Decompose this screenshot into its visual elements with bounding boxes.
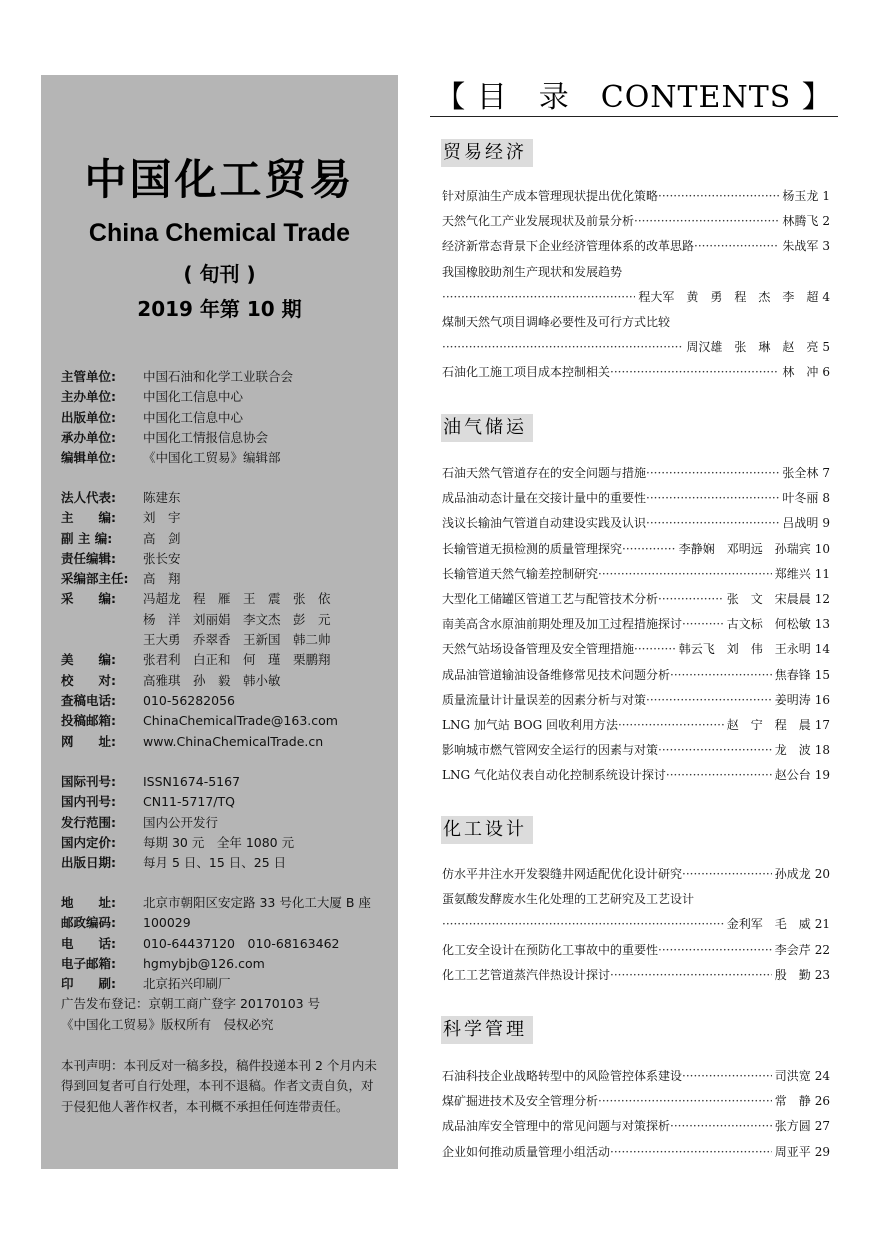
info-label: 国际刊号: [61,774,116,789]
toc-author: 韩云飞 刘 伟 王永明 [678,642,811,657]
info-row [61,853,391,873]
info-label: 采编部主任: [61,571,129,587]
info-value: 张长安 [143,550,181,566]
toc-entry-continuation[interactable] [442,335,830,360]
toc-page: 1 [822,189,830,203]
leader-dots [694,234,779,259]
toc-entry[interactable] [442,938,830,963]
leader-dots [658,738,772,763]
toc-author: 孙成龙 [774,867,811,881]
toc-entry[interactable] [442,1064,830,1089]
contact-info [61,893,391,1035]
info-value: 高雅琪 孙 毅 韩小敏 [143,672,281,688]
info-value: 国内公开发行 [143,814,219,830]
toc-page: 27 [814,1119,830,1134]
toc-page: 26 [814,1094,830,1109]
toc-entry[interactable] [442,688,830,713]
toc-entry-continuation[interactable] [442,285,830,310]
info-label: 地 址: [61,895,116,910]
toc-entry[interactable] [442,184,830,209]
toc-page: 13 [814,617,830,632]
info-label: 采 编: [61,591,116,607]
toc-entry[interactable] [442,1140,830,1165]
toc-title: 石油化工施工项目成本控制相关 [442,365,611,380]
info-value: 冯超龙 程 雁 王 震 张 依 [143,591,331,607]
leader-dots [442,335,683,360]
toc-author: 赵公台 [774,768,811,783]
info-label: 副 主 编: [61,530,113,546]
leader-dots [670,1114,772,1139]
toc-entry[interactable] [442,209,830,234]
leader-dots [598,562,772,587]
toc-title: 质量流量计计量误差的因素分析与对策 [442,692,647,707]
toc-author: 金利军 毛 威 [726,917,811,932]
toc-title: 煤矿掘进技术及安全管理分析 [442,1094,599,1109]
toc-author: 常 静 [774,1094,811,1109]
magazine-frequency: ( 旬刊 ) [183,262,256,286]
info-row [61,813,391,833]
toc-entry[interactable] [442,537,830,562]
toc-title: 石油天然气管道存在的安全问题与措施 [442,466,647,480]
info-row [61,833,391,853]
masthead-panel [41,75,398,1169]
info-value: 中国石油和化学工业联合会 [143,369,294,384]
toc-title: LNG 加气站 BOG 回收利用方法 [442,717,618,732]
toc-title: 天然气站场设备管理及安全管理措施 [442,642,635,657]
info-row [61,367,391,387]
toc-author: 林腾飞 [782,214,819,229]
info-value: 100029 [143,915,191,931]
toc-entry[interactable] [442,562,830,587]
toc-page: 29 [814,1144,830,1159]
toc-page: 23 [814,967,830,982]
leader-dots [658,587,724,612]
info-label: 主办单位: [61,389,116,405]
sponsor-list [61,367,391,468]
leader-dots [610,1140,772,1165]
toc-entry[interactable] [442,862,830,887]
toc-page: 21 [814,917,830,932]
info-row [61,974,391,994]
info-value: 010-56282056 [143,692,235,708]
toc-page: 8 [822,491,830,506]
ad-registration: 广告发布登记：京朝工商广登字 20170103 号 [61,996,321,1012]
info-value: 中国化工情报信息协会 [143,429,269,445]
info-row [61,893,391,913]
leader-dots [670,663,772,688]
toc-page: 19 [814,768,830,783]
toc-author: 殷 勤 [774,967,811,982]
toc-author: 程大军 黄 勇 程 杰 李 超 [638,289,819,304]
toc-title: 天然气化工产业发展现状及前景分析 [442,214,635,229]
staff-list [61,488,391,752]
toc-author: 叶冬丽 [782,491,819,506]
info-value: 杨 洋 刘丽娟 李文杰 彭 元 [143,611,331,627]
toc-entry[interactable] [442,234,830,259]
info-row [61,913,391,933]
leader-dots [646,688,772,713]
toc-entry[interactable] [442,310,830,335]
publication-info [61,772,391,873]
section-list-science-management [442,1064,830,1165]
info-value: 陈建东 [143,490,181,505]
toc-author: 张 文 宋晨晨 [726,591,811,606]
toc-entry[interactable] [442,713,830,738]
toc-entry[interactable] [442,461,830,486]
info-label: 承办单位: [61,429,116,445]
leader-dots [622,537,676,562]
toc-title: 针对原油生产成本管理现状提出优化策略 [442,189,659,203]
toc-title: 影响城市燃气管网安全运行的因素与对策 [442,743,659,758]
section-list-chemical-design [442,862,830,988]
info-label: 出版单位: [61,409,116,425]
journal-notice: 本刊声明：本刊反对一稿多投，稿件投递本刊 2 个月内未得到回复者可自行处理，本刊不退稿。作者文责自负，对于侵犯他人著作权者，本刊概不承担任何连带责任。 [61,1058,377,1114]
leader-dots [610,360,779,385]
toc-title: 南美高含水原油前期处理及加工过程措施探讨 [442,617,683,632]
toc-title: 大型化工储罐区管道工艺与配管技术分析 [442,591,659,606]
leader-dots [598,1089,772,1114]
leader-dots [634,637,676,662]
toc-author: 吕战明 [782,516,819,531]
toc-page: 14 [814,642,830,657]
toc-author: 龙 波 [774,743,811,758]
toc-page: 22 [814,942,830,957]
toc-author: 杨玉龙 [782,189,819,203]
toc-page: 9 [822,516,830,531]
toc-page: 24 [814,1069,830,1083]
info-row [61,671,391,691]
toc-title: 化工安全设计在预防化工事故中的重要性 [442,942,659,957]
toc-title: 企业如何推动质量管理小组活动 [442,1144,611,1159]
info-label: 发行范围: [61,814,116,830]
info-label: 校 对: [61,672,116,688]
info-value: 010-64437120 010-68163462 [143,935,340,951]
leader-dots [610,963,772,988]
info-label: 编辑单位: [61,450,116,466]
toc-author: 李静娴 邓明远 孙瑞宾 [678,541,811,556]
info-label: 国内定价: [61,834,116,850]
info-row [61,529,391,549]
toc-title: 仿水平井注水开发裂缝井网适配优化设计研究 [442,867,683,881]
info-label: 电子邮箱: [61,955,116,971]
toc-author: 林 冲 [782,365,819,380]
toc-page: 2 [822,214,830,229]
toc-author: 司洪宽 [774,1069,811,1083]
info-value: 北京拓兴印刷厂 [143,976,231,992]
toc-entry[interactable] [442,360,830,385]
info-row [61,549,391,569]
info-value: 高 翔 [143,571,181,587]
info-value: CN11-5717/TQ [143,794,235,810]
toc-entry[interactable] [442,963,830,988]
info-row [61,387,391,407]
info-value: ChinaChemicalTrade@163.com [143,713,338,729]
info-label: 网 址: [61,733,116,749]
toc-entry[interactable] [442,612,830,637]
info-label: 投稿邮箱: [61,713,116,729]
toc-author: 焦春锋 [774,667,811,682]
toc-entry[interactable] [442,887,830,912]
info-row [61,954,391,974]
toc-title: LNG 气化站仪表自动化控制系统设计探讨 [442,768,666,783]
leader-dots [658,938,772,963]
toc-page: 3 [822,239,830,254]
toc-entry-continuation[interactable] [442,912,830,937]
info-row [61,589,391,609]
toc-page: 20 [814,867,830,881]
info-value: www.ChinaChemicalTrade.cn [143,733,324,749]
toc-author: 张方圆 [774,1119,811,1134]
toc-author: 朱战军 [782,239,819,254]
toc-author: 古文标 何松敏 [726,617,811,632]
section-title-science-management: 科学管理 [441,1016,533,1044]
contents-heading: 【 目 录 CONTENTS 】 [435,80,833,115]
toc-page: 6 [822,365,830,380]
toc-entry[interactable] [442,1114,830,1139]
toc-title: 成品油库安全管理中的常见问题与对策探析 [442,1119,671,1134]
info-row [61,711,391,731]
info-value: 中国化工信息中心 [143,409,244,425]
toc-entry[interactable] [442,511,830,536]
info-label: 责任编辑: [61,550,116,566]
magazine-title-cn: 中国化工贸易 [84,155,355,204]
info-row [61,408,391,428]
toc-entry[interactable] [442,260,830,285]
magazine-issue: 2019 年第 10 期 [137,297,302,321]
info-row [61,691,391,711]
toc-entry[interactable] [442,637,830,662]
toc-title: 成品油管道输油设备维修常见技术问题分析 [442,667,671,682]
info-value: 张君利 白正和 何 瑾 栗鹏翔 [143,652,331,668]
info-label: 主管单位: [61,369,116,384]
toc-entry[interactable] [442,587,830,612]
toc-title: 成品油动态计量在交接计量中的重要性 [442,491,647,506]
leader-dots [442,285,635,310]
leader-dots [442,912,724,937]
leader-dots [682,1064,772,1089]
info-row [61,610,391,630]
info-label: 邮政编码: [61,915,116,931]
contents-divider [430,116,838,117]
leader-dots [682,862,772,887]
info-row [61,488,391,508]
toc-author: 周汉雄 张 琳 赵 亮 [686,340,819,355]
info-value: 《中国化工贸易》编辑部 [143,450,281,466]
toc-entry[interactable] [442,663,830,688]
toc-entry[interactable] [442,763,830,788]
toc-title: 长输管道无损检测的质量管理探究 [442,541,623,556]
info-row [61,732,391,752]
info-value: 王大勇 乔翠香 王新国 韩二帅 [143,632,331,648]
toc-page: 4 [822,289,830,304]
info-row [61,428,391,448]
info-value: 中国化工信息中心 [143,389,244,405]
info-label: 查稿电话: [61,692,116,708]
toc-title: 化工工艺管道蒸汽伴热设计探讨 [442,967,611,982]
toc-title: 石油科技企业战略转型中的风险管控体系建设 [442,1069,683,1083]
leader-dots [666,763,772,788]
section-list-oil-gas-storage [442,461,830,788]
leader-dots [646,486,779,511]
toc-title: 蛋氨酸发酵废水生化处理的工艺研究及工艺设计 [442,892,695,907]
info-value: 刘 宇 [143,510,181,526]
info-value: hgmybjb@126.com [143,955,265,971]
info-label: 法人代表: [61,490,116,505]
info-label: 印 刷: [61,976,116,992]
info-value: 每月 5 日、15 日、25 日 [143,855,287,871]
toc-page: 5 [822,340,830,355]
toc-author: 张全林 [782,466,819,480]
leader-dots [634,209,779,234]
toc-entry[interactable] [442,486,830,511]
leader-dots [658,184,779,209]
leader-dots [618,713,724,738]
info-row [61,792,391,812]
toc-page: 17 [814,717,830,732]
info-value: 每期 30 元 全年 1080 元 [143,834,295,850]
section-title-oil-gas-storage: 油气储运 [441,414,533,442]
toc-entry[interactable] [442,738,830,763]
toc-author: 李会芹 [774,942,811,957]
toc-page: 18 [814,743,830,758]
toc-page: 16 [814,692,830,707]
toc-author: 周亚平 [774,1144,811,1159]
toc-title: 浅议长输油气管道自动建设实践及认识 [442,516,647,531]
section-title-chemical-design: 化工设计 [441,816,533,844]
info-row [61,508,391,528]
toc-title: 长输管道天然气输差控制研究 [442,566,599,581]
info-value: 北京市朝阳区安定路 33 号化工大厦 B 座 [143,895,371,910]
toc-author: 郑维兴 [774,566,811,581]
info-label: 美 编: [61,652,116,668]
info-label: 出版日期: [61,855,116,871]
info-label: 电 话: [61,935,116,951]
section-list-trade-economy [442,184,830,386]
toc-page: 12 [814,591,830,606]
toc-author: 赵 宁 程 晨 [726,717,811,732]
info-row [61,934,391,954]
leader-dots [682,612,724,637]
leader-dots [646,461,779,486]
info-row [61,630,391,650]
leader-dots [646,511,779,536]
info-row [61,448,391,468]
toc-page: 7 [822,466,830,480]
info-row [61,650,391,670]
info-row [61,772,391,792]
copyright-line: 《中国化工贸易》版权所有 侵权必究 [61,1016,274,1032]
info-label: 主 编: [61,510,116,526]
toc-page: 11 [814,566,830,581]
info-label: 国内刊号: [61,794,116,810]
toc-title: 我国橡胶助剂生产现状和发展趋势 [442,264,623,279]
toc-page: 10 [814,541,830,556]
magazine-title-en: China Chemical Trade [88,219,351,247]
toc-page: 15 [814,667,830,682]
toc-entry[interactable] [442,1089,830,1114]
toc-title: 煤制天然气项目调峰必要性及可行方式比较 [442,314,671,329]
info-value: ISSN1674-5167 [143,774,241,789]
toc-author: 姜明涛 [774,692,811,707]
section-title-trade-economy: 贸易经济 [441,139,533,167]
info-row [61,569,391,589]
toc-title: 经济新常态背景下企业经济管理体系的改革思路 [442,239,695,254]
info-value: 高 剑 [143,530,181,546]
